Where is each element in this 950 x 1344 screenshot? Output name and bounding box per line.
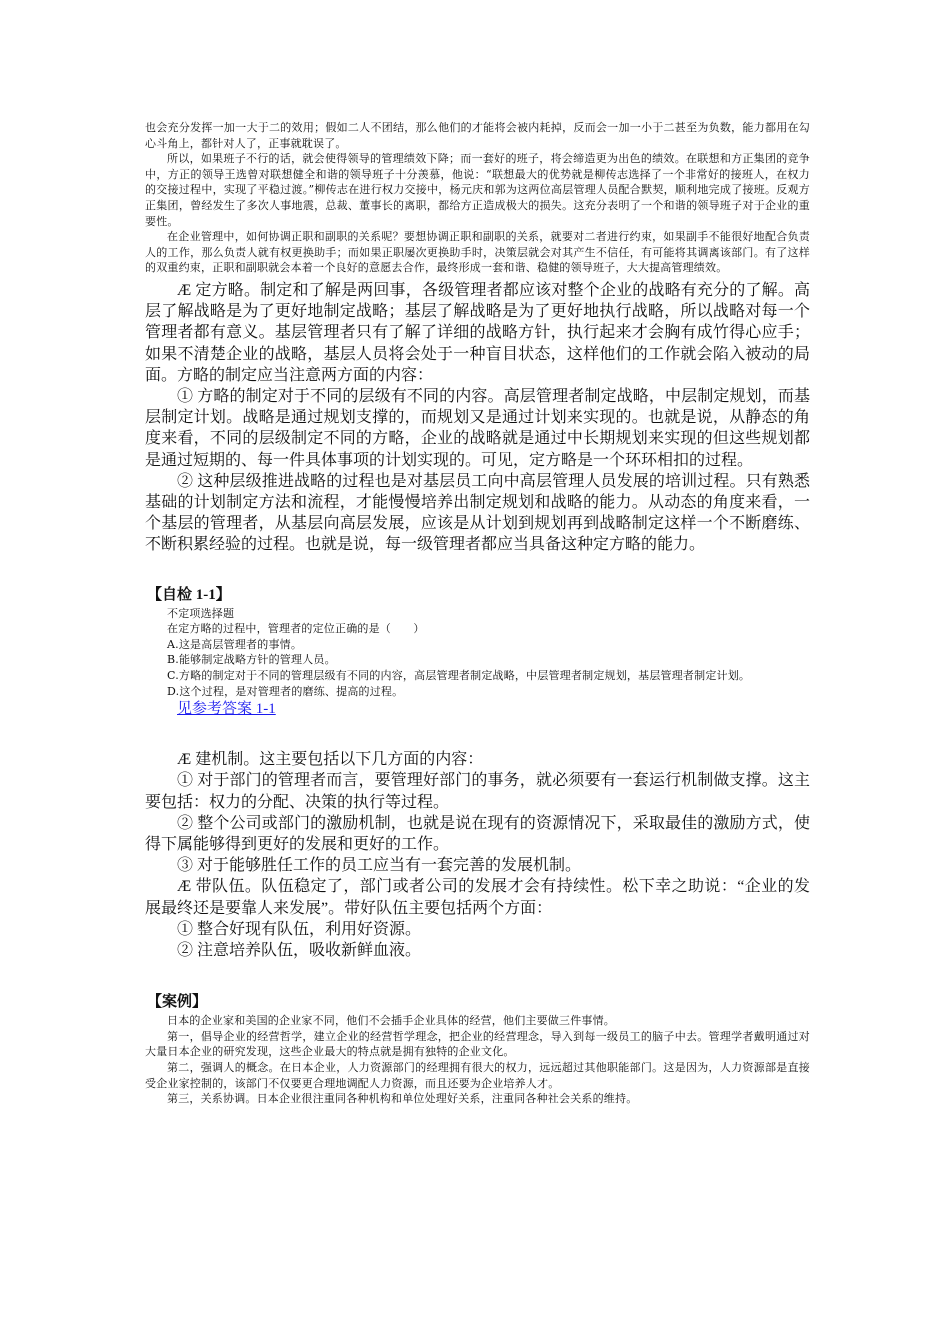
team-paragraph: Æ 带队伍。队伍稳定了，部门或者公司的发展才会有持续性。松下幸之助说：“企业的发展最终还是要靠人来发展”。带好队伍主要包括两个方面： <box>145 878 810 917</box>
answer-link[interactable]: 见参考答案 1-1 <box>177 701 276 718</box>
case-paragraph-4: 第三，关系协调。日本企业很注重同各种机构和单位处理好关系，注重同各种社会关系的维持。 <box>167 1092 638 1106</box>
case-heading: 【案例】 <box>147 994 208 1011</box>
intro-paragraph-3: 在企业管理中，如何协调正职和副职的关系呢？要想协调正职和副职的关系，就要对二者进行约束，如果副手不能很好地配合负责人的工作，那么负责人就有权更换助手；而如果正职屡次更换助手时，决策层就会对其产生不信任，有可能将其调离该部门。有了这样的双重约束，正职和副职就会本着一个良好的意愿去合作，最终形成一套和谐、稳健的领导班子，大大提高管理绩效。 <box>145 230 810 275</box>
strategy-paragraph: Æ 定方略。制定和了解是两回事，各级管理者都应该对整个企业的战略有充分的了解。高层了解战略是为了更好地制定战略；基层了解战略是为了更好地执行战略，所以战略对每一个管理者都有意义。基层管理者只有了解了详细的战略方针，执行起来才会胸有成竹得心应手；如果不清楚企业的战略，基层人员将会处于一种盲目状态，这样他们的工作就会陷入被动的局面。方略的制定应当注意两方面的内容： <box>145 281 810 384</box>
intro-paragraph-2: 所以，如果班子不行的话，就会使得领导的管理绩效下降；而一套好的班子，将会缔造更为出色的绩效。在联想和方正集团的竞争中，方正的领导王选曾对联想健全和谐的领导班子十分羡慕，他说：“联想最大的优势就是柳传志选择了一个非常好的接班人，在权力的交接过程中，实现了平稳过渡。”柳传志在进行权力交接中，杨元庆和郭为这两位高层管理人员配合默契，顺利地完成了接班。反观方正集团，曾经发生了多次人事地震，总裁、董事长的离职，都给方正造成极大的损失。这充分表明了一个和谐的领导班子对于企业的重要性。 <box>145 152 810 228</box>
strategy-point-1: ① 方略的制定对于不同的层级有不同的内容。高层管理者制定战略，中层制定规划，而基层制定计划。战略是通过规划支撑的，而规划又是通过计划来实现的。也就是说，从静态的角度来看，不同的层级制定不同的方略，企业的战略就是通过中长期规划来实现的但这些规划都是通过短期的、每一件具体事项的计划实现的。可见，定方略是一个环环相扣的过程。 <box>145 387 810 469</box>
self-check-option-c: C.方略的制定对于不同的管理层级有不同的内容，高层管理者制定战略，中层管理者制定规划，基层管理者制定计划。 <box>167 668 751 682</box>
document-page <box>145 120 810 1107</box>
self-check-option-b: B.能够制定战略方针的管理人员。 <box>167 653 336 667</box>
team-point-2: ② 注意培养队伍，吸收新鲜血液。 <box>177 941 422 959</box>
team-point-1: ① 整合好现有队伍，利用好资源。 <box>177 920 422 938</box>
self-check-option-d: D.这个过程，是对管理者的磨练、提高的过程。 <box>167 684 404 698</box>
case-paragraph-3: 第二，强调人的概念。在日本企业，人力资源部门的经理拥有很大的权力，远远超过其他职能部门。这是因为，人力资源部是直接受企业家控制的，该部门不仅要更合理地调配人力资源，而且还要为企业培养人才。 <box>145 1060 810 1090</box>
mechanism-point-3: ③ 对于能够胜任工作的员工应当有一套完善的发展机制。 <box>177 857 582 875</box>
mechanism-paragraph: Æ 建机制。这主要包括以下几方面的内容： <box>177 751 484 769</box>
self-check-type: 不定项选择题 <box>167 606 235 620</box>
intro-paragraph-1: 也会充分发挥一加一大于二的效用；假如二人不团结，那么他们的才能将会被内耗掉，反而会一加一小于二甚至为负数，能力都用在勾心斗角上，都针对人了，正事就耽误了。 <box>145 121 810 150</box>
case-paragraph-1: 日本的企业家和美国的企业家不同，他们不会插手企业具体的经营，他们主要做三件事情。 <box>167 1014 615 1028</box>
self-check-option-a: A.这是高层管理者的事情。 <box>167 637 303 651</box>
mechanism-point-1: ① 对于部门的管理者而言，要管理好部门的事务，就必须要有一套运行机制做支撑。这主要包括：权力的分配、决策的执行等过程。 <box>145 772 810 811</box>
mechanism-point-2: ② 整个公司或部门的激励机制，也就是说在现有的资源情况下，采取最佳的激励方式，使得下属能够得到更好的发展和更好的工作。 <box>145 814 810 853</box>
strategy-point-2: ② 这种层级推进战略的过程也是对基层员工向中高层管理人员发展的培训过程。只有熟悉基础的计划制定方法和流程，才能慢慢培养出制定规划和战略的能力。从动态的角度来看，一个基层的管理者，从基层向高层发展，应该是从计划到规划再到战略制定这样一个不断磨练、不断积累经验的过程。也就是说，每一级管理者都应当具备这种定方略的能力。 <box>145 472 810 554</box>
self-check-heading: 【自检 1-1】 <box>147 586 231 603</box>
case-paragraph-2: 第一，倡导企业的经营哲学，建立企业的经营哲学理念，把企业的经营理念，导入到每一级员工的脑子中去。管理学者戴明通过对大量日本企业的研究发现，这些企业最大的特点就是拥有独特的企业文化。 <box>145 1029 810 1059</box>
self-check-question: 在定方略的过程中，管理者的定位正确的是（ ） <box>167 622 425 636</box>
